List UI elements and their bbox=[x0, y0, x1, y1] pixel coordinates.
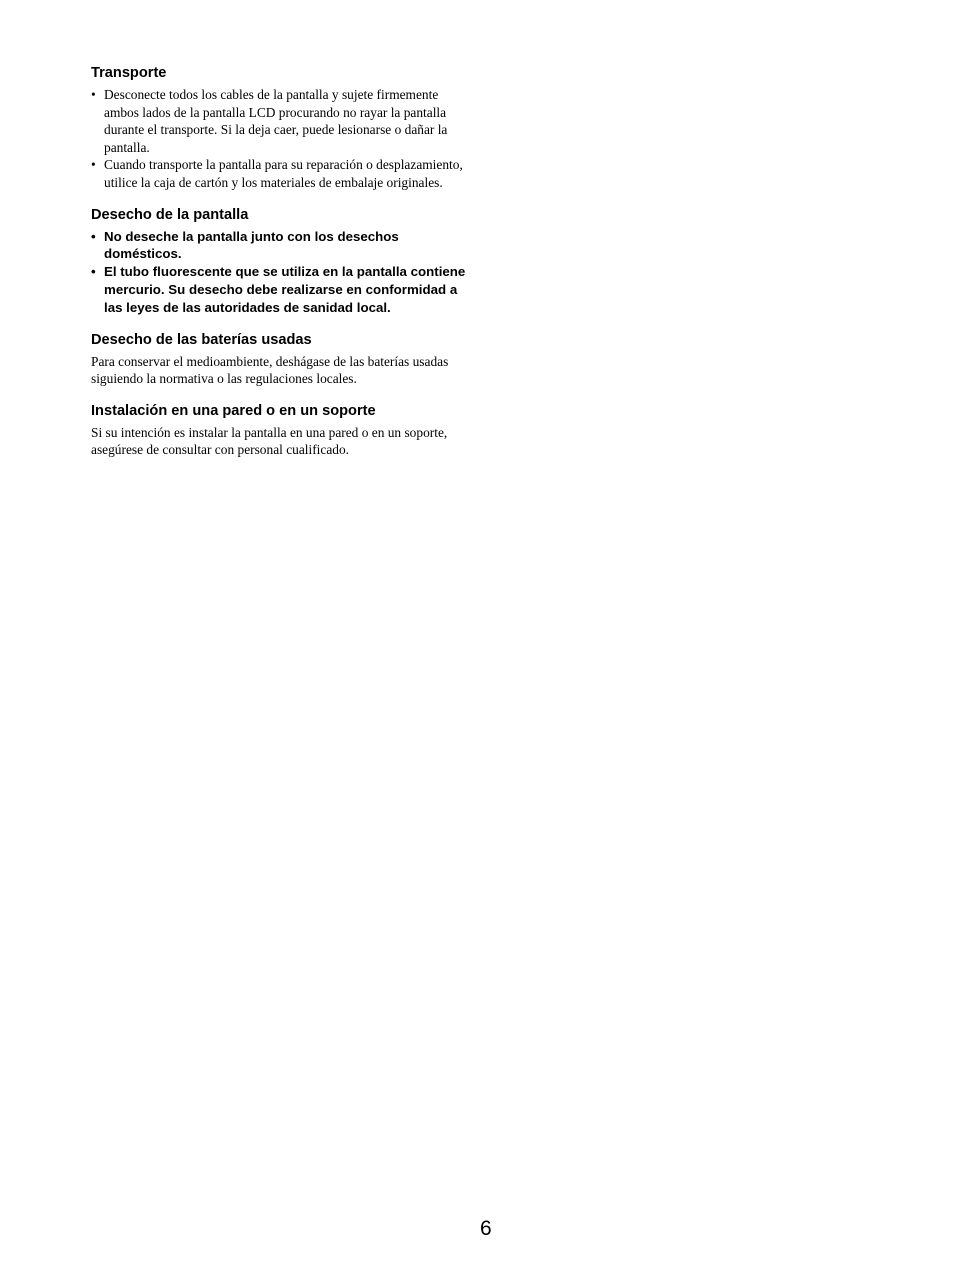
section-desecho-baterias bbox=[91, 331, 467, 388]
list-item bbox=[91, 86, 467, 156]
bullet-icon: • bbox=[91, 228, 96, 244]
list-item-text: Cuando transporte la pantalla para su reparación o desplazamiento, utilice la caja de cartón y los materiales de embalaje originales. bbox=[104, 157, 463, 190]
bullet-icon: • bbox=[91, 264, 96, 280]
section-desecho-pantalla bbox=[91, 206, 467, 317]
list-item-text: Desconecte todos los cables de la pantalla y sujete firmemente ambos lados de la pantalla LCD procurando no rayar la pantalla durante el transporte. Si la deja caer, puede lesionarse o dañar la pantalla. bbox=[104, 87, 448, 155]
section-paragraph: Si su intención es instalar la pantalla en una pared o en un soporte, asegúrese de consultar con personal cualificado. bbox=[91, 424, 448, 458]
section-paragraph: Para conservar el medioambiente, deshágase de las baterías usadas siguiendo la normativa o las regulaciones locales. bbox=[91, 353, 449, 387]
section-heading: Instalación en una pared o en un soporte bbox=[91, 402, 376, 419]
document-column bbox=[91, 64, 467, 473]
list-item bbox=[91, 156, 467, 191]
bullet-icon: • bbox=[91, 87, 96, 102]
section-transporte bbox=[91, 64, 467, 192]
section-heading: Desecho de la pantalla bbox=[91, 206, 249, 223]
bullet-list bbox=[91, 86, 467, 192]
page-number: 6 bbox=[480, 1217, 492, 1240]
list-item-text: No deseche la pantalla junto con los desechos domésticos. bbox=[104, 228, 399, 262]
section-heading: Transporte bbox=[91, 65, 167, 81]
list-item bbox=[91, 228, 467, 264]
list-item bbox=[91, 263, 467, 316]
list-item-text: El tubo fluorescente que se utiliza en la pantalla contiene mercurio. Su desecho debe realizarse en conformidad a las leyes de las autoridades de sanidad local. bbox=[104, 264, 466, 315]
warning-bullet-list bbox=[91, 228, 467, 317]
section-heading: Desecho de las baterías usadas bbox=[91, 331, 312, 348]
section-instalacion bbox=[91, 402, 467, 459]
bullet-icon: • bbox=[91, 157, 96, 173]
